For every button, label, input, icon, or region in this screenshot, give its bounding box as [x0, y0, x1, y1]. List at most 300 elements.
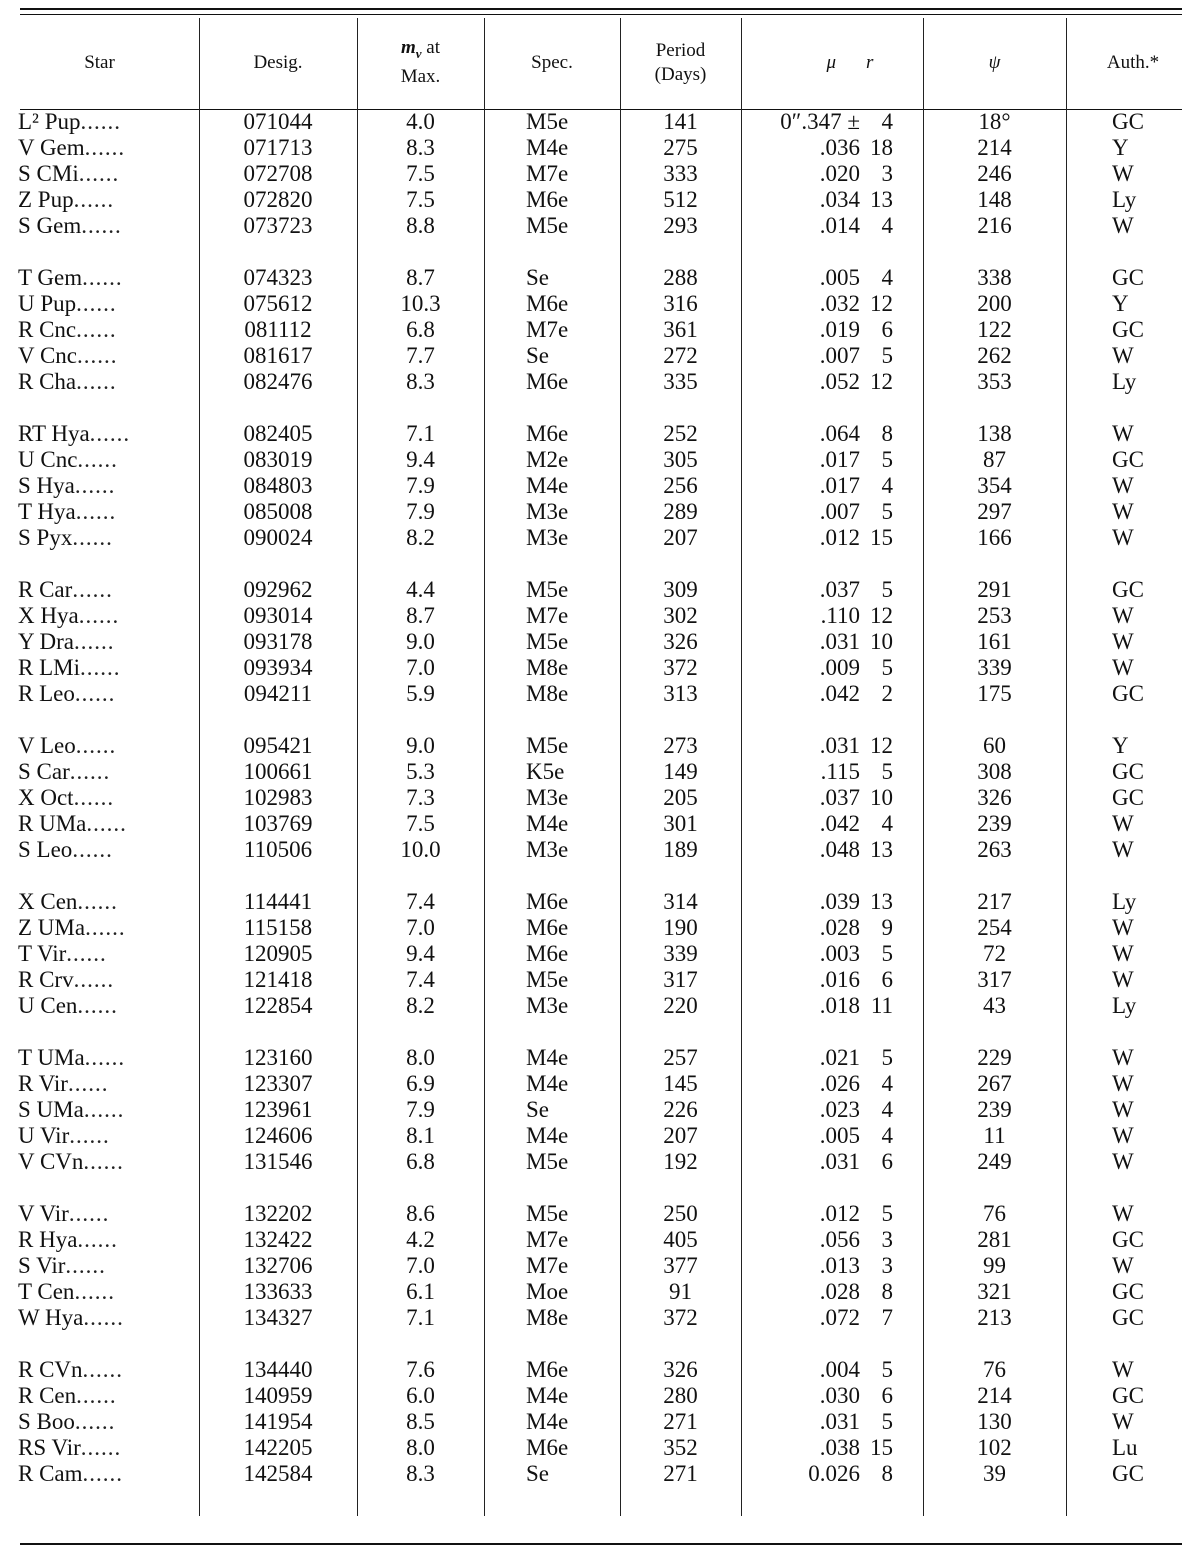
psi-value: 253: [977, 603, 1012, 628]
mu-value: .056: [819, 1227, 860, 1252]
mv-value: 7.7: [406, 343, 435, 368]
desig-cell: [199, 187, 357, 213]
leader-dots: ......: [73, 967, 115, 992]
mu-value: .028: [819, 1279, 860, 1304]
spec-cell: [484, 1383, 620, 1409]
psi-cell: [923, 1409, 1066, 1435]
period-value: 288: [663, 265, 698, 290]
period-value: 190: [663, 915, 698, 940]
period-value: 305: [663, 447, 698, 472]
leader-dots: ......: [74, 1409, 116, 1434]
auth-cell: [1066, 655, 1200, 681]
desig-value: 075612: [243, 291, 313, 316]
mu-value: .064: [819, 421, 860, 446]
psi-cell: [923, 915, 1066, 941]
period-value: 335: [663, 369, 698, 394]
star-value: R Cam: [18, 1461, 83, 1486]
mu-value: .042: [819, 681, 860, 706]
r-cell: [866, 681, 923, 707]
desig-cell: [199, 369, 357, 395]
r-cell: [866, 1279, 923, 1305]
mv-value: 8.3: [406, 135, 435, 160]
star-cell: [0, 499, 199, 525]
r-cell: [866, 421, 923, 447]
star-cell: [0, 369, 199, 395]
r-cell: [866, 967, 923, 993]
mu-value: .021: [819, 1045, 860, 1070]
group-spacer: [0, 863, 1200, 889]
r-value: 15: [870, 525, 893, 550]
period-value: 333: [663, 161, 698, 186]
mv-value: 6.1: [406, 1279, 435, 1304]
table-row: [0, 317, 1200, 343]
psi-cell: [923, 161, 1066, 187]
desig-value: 141954: [243, 1409, 313, 1434]
mu-cell: [741, 265, 866, 291]
star-value: V Cnc: [18, 343, 77, 368]
desig-cell: [199, 837, 357, 863]
auth-cell: [1066, 915, 1200, 941]
leader-dots: ......: [74, 681, 116, 706]
desig-cell: [199, 499, 357, 525]
mv-cell: [357, 1097, 484, 1123]
period-value: 377: [663, 1253, 698, 1278]
spec-cell: [484, 421, 620, 447]
star-value: R Vir: [18, 1071, 68, 1096]
leader-dots: ......: [81, 213, 122, 238]
star-value: T Vir: [18, 941, 67, 966]
leader-dots: ......: [65, 1253, 106, 1278]
leader-dots: ......: [79, 655, 121, 680]
mu-value: .031: [819, 1409, 860, 1434]
psi-cell: [923, 1149, 1066, 1175]
auth-value: W: [1112, 915, 1134, 940]
r-value: 18: [870, 135, 893, 160]
mv-value: 4.2: [406, 1227, 435, 1252]
star-cell: [0, 577, 199, 603]
psi-value: 229: [977, 1045, 1012, 1070]
mu-cell: [741, 1253, 866, 1279]
psi-value: 297: [977, 499, 1012, 524]
star-cell: [0, 915, 199, 941]
auth-value: GC: [1112, 1383, 1144, 1408]
mu-value: .023: [819, 1097, 860, 1122]
spec-cell: [484, 1409, 620, 1435]
leader-dots: ......: [77, 1227, 118, 1252]
auth-value: Ly: [1112, 993, 1137, 1018]
spec-value: M4e: [526, 473, 569, 498]
table-row: [0, 603, 1200, 629]
desig-value: 085008: [243, 499, 313, 524]
mu-cell: [741, 967, 866, 993]
period-cell: [620, 993, 741, 1019]
psi-cell: [923, 967, 1066, 993]
mu-value: .012: [819, 1201, 860, 1226]
spec-value: M5e: [526, 629, 569, 654]
desig-cell: [199, 1123, 357, 1149]
star-cell: [0, 343, 199, 369]
leader-dots: ......: [78, 603, 120, 628]
r-cell: [866, 889, 923, 915]
leader-dots: ......: [77, 889, 118, 914]
table-row: [0, 993, 1200, 1019]
auth-cell: [1066, 967, 1200, 993]
period-cell: [620, 1071, 741, 1097]
mu-value: .005: [819, 1123, 860, 1148]
period-value: 273: [663, 733, 698, 758]
auth-cell: [1066, 369, 1200, 395]
mv-value: 7.9: [406, 1097, 435, 1122]
auth-value: W: [1112, 473, 1134, 498]
desig-cell: [199, 941, 357, 967]
table-row: [0, 1201, 1200, 1227]
auth-cell: [1066, 161, 1200, 187]
mv-cell: [357, 785, 484, 811]
spec-value: M7e: [526, 603, 569, 628]
auth-cell: [1066, 681, 1200, 707]
star-value: R Crv: [18, 967, 74, 992]
star-value: V Leo: [18, 733, 76, 758]
spec-value: M7e: [526, 1227, 569, 1252]
auth-value: W: [1112, 655, 1134, 680]
spec-value: M4e: [526, 1409, 569, 1434]
leader-dots: ......: [83, 1097, 125, 1122]
period-cell: [620, 1279, 741, 1305]
desig-cell: [199, 785, 357, 811]
r-cell: [866, 655, 923, 681]
table-row: [0, 967, 1200, 993]
period-value: 372: [663, 655, 698, 680]
auth-value: GC: [1112, 785, 1144, 810]
auth-value: W: [1112, 343, 1134, 368]
period-cell: [620, 1253, 741, 1279]
psi-cell: [923, 1227, 1066, 1253]
mu-cell: [741, 811, 866, 837]
desig-cell: [199, 889, 357, 915]
psi-cell: [923, 1305, 1066, 1331]
header-star: Star: [84, 51, 115, 73]
star-value: RS Vir: [18, 1435, 81, 1460]
table-row: [0, 1461, 1200, 1487]
leader-dots: ......: [73, 629, 115, 654]
header-psi-symbol: ψ: [988, 51, 1001, 73]
psi-value: 339: [977, 655, 1012, 680]
r-value: 2: [881, 681, 893, 706]
desig-cell: [199, 1149, 357, 1175]
r-value: 5: [881, 1357, 893, 1382]
psi-cell: [923, 759, 1066, 785]
desig-cell: [199, 733, 357, 759]
header-mv: $m_v$ at Max.: [400, 36, 441, 88]
leader-dots: ......: [89, 421, 131, 446]
auth-value: GC: [1112, 1305, 1144, 1330]
desig-value: 134440: [243, 1357, 313, 1382]
table-row: [0, 161, 1200, 187]
mv-cell: [357, 1253, 484, 1279]
period-cell: [620, 1201, 741, 1227]
table-row: [0, 733, 1200, 759]
psi-cell: [923, 993, 1066, 1019]
spec-value: M4e: [526, 1383, 569, 1408]
desig-cell: [199, 1461, 357, 1487]
mv-cell: [357, 915, 484, 941]
r-value: 3: [881, 1227, 893, 1252]
auth-value: W: [1112, 967, 1134, 992]
desig-value: 072820: [243, 187, 313, 212]
auth-value: GC: [1112, 577, 1144, 602]
auth-value: GC: [1112, 1227, 1144, 1252]
auth-cell: [1066, 837, 1200, 863]
r-value: 12: [870, 603, 893, 628]
r-cell: [866, 317, 923, 343]
r-cell: [866, 1045, 923, 1071]
spec-cell: [484, 1279, 620, 1305]
period-value: 317: [663, 967, 698, 992]
auth-cell: [1066, 1123, 1200, 1149]
desig-value: 132422: [243, 1227, 313, 1252]
psi-cell: [923, 135, 1066, 161]
star-cell: [0, 1071, 199, 1097]
desig-cell: [199, 1253, 357, 1279]
star-cell: [0, 1461, 199, 1487]
mv-cell: [357, 473, 484, 499]
desig-value: 123961: [243, 1097, 313, 1122]
leader-dots: ......: [73, 187, 115, 212]
auth-cell: [1066, 213, 1200, 239]
mu-cell: [741, 1123, 866, 1149]
mu-value: .048: [819, 837, 860, 862]
star-cell: [0, 759, 199, 785]
spec-value: M3e: [526, 993, 569, 1018]
mu-value: .007: [819, 343, 860, 368]
star-value: T Gem: [18, 265, 83, 290]
table-row: [0, 577, 1200, 603]
mv-value: 9.0: [406, 629, 435, 654]
table-row: [0, 1097, 1200, 1123]
spec-value: Se: [526, 1097, 549, 1122]
mu-cell: [741, 1097, 866, 1123]
star-cell: [0, 1409, 199, 1435]
r-value: 3: [881, 161, 893, 186]
psi-cell: [923, 681, 1066, 707]
spec-value: M4e: [526, 1045, 569, 1070]
spec-value: M6e: [526, 421, 569, 446]
psi-cell: [923, 1279, 1066, 1305]
header-row: [0, 16, 1200, 109]
spec-value: K5e: [526, 759, 565, 784]
mv-value: 7.1: [406, 1305, 435, 1330]
period-cell: [620, 733, 741, 759]
table-row: [0, 941, 1200, 967]
period-value: 189: [663, 837, 698, 862]
desig-value: 095421: [243, 733, 313, 758]
mu-value: 0.026: [808, 1461, 860, 1486]
spec-value: M6e: [526, 291, 569, 316]
auth-value: W: [1112, 1357, 1134, 1382]
mu-cell: [741, 1045, 866, 1071]
period-cell: [620, 915, 741, 941]
desig-value: 142205: [243, 1435, 313, 1460]
mu-value: .009: [819, 655, 860, 680]
period-cell: [620, 1305, 741, 1331]
spec-value: M7e: [526, 161, 569, 186]
period-value: 352: [663, 1435, 698, 1460]
mv-value: 7.9: [406, 499, 435, 524]
period-value: 271: [663, 1461, 698, 1486]
star-value: V Gem: [18, 135, 85, 160]
mv-value: 8.2: [406, 525, 435, 550]
period-cell: [620, 1045, 741, 1071]
star-cell: [0, 967, 199, 993]
auth-cell: [1066, 1253, 1200, 1279]
star-value: S Pyx: [18, 525, 73, 550]
spec-cell: [484, 629, 620, 655]
mu-value: .037: [819, 785, 860, 810]
star-value: R Car: [18, 577, 73, 602]
spec-cell: [484, 811, 620, 837]
table-row: [0, 473, 1200, 499]
r-value: 5: [881, 941, 893, 966]
r-cell: [866, 343, 923, 369]
desig-value: 124606: [243, 1123, 313, 1148]
mu-cell: [741, 369, 866, 395]
leader-dots: ......: [73, 785, 115, 810]
star-cell: [0, 135, 199, 161]
auth-cell: [1066, 1149, 1200, 1175]
auth-value: W: [1112, 1071, 1134, 1096]
r-cell: [866, 1435, 923, 1461]
mv-value: 8.0: [406, 1435, 435, 1460]
table-row: [0, 1071, 1200, 1097]
mv-cell: [357, 421, 484, 447]
period-value: 207: [663, 1123, 698, 1148]
spec-cell: [484, 1201, 620, 1227]
desig-value: 081112: [244, 317, 312, 342]
r-value: 10: [870, 629, 893, 654]
psi-value: 239: [977, 811, 1012, 836]
star-value: V Vir: [18, 1201, 69, 1226]
mu-cell: [741, 525, 866, 551]
spec-cell: [484, 681, 620, 707]
mu-cell: [741, 1383, 866, 1409]
r-value: 4: [881, 811, 893, 836]
mu-value: .013: [819, 1253, 860, 1278]
period-cell: [620, 889, 741, 915]
spec-value: M5e: [526, 733, 569, 758]
psi-value: 321: [977, 1279, 1012, 1304]
period-cell: [620, 811, 741, 837]
r-value: 3: [881, 1253, 893, 1278]
period-cell: [620, 499, 741, 525]
period-cell: [620, 473, 741, 499]
r-value: 8: [881, 1461, 893, 1486]
spec-cell: [484, 291, 620, 317]
auth-cell: [1066, 1357, 1200, 1383]
table-row: [0, 655, 1200, 681]
desig-cell: [199, 291, 357, 317]
period-cell: [620, 109, 741, 135]
mv-cell: [357, 941, 484, 967]
period-value: 280: [663, 1383, 698, 1408]
period-cell: [620, 577, 741, 603]
mv-value: 8.2: [406, 993, 435, 1018]
r-value: 11: [870, 993, 893, 1018]
r-value: 5: [881, 1201, 893, 1226]
star-value: S CMi: [18, 161, 79, 186]
header-r-symbol: r: [866, 51, 874, 73]
r-value: 9: [881, 915, 893, 940]
star-value: Z UMa: [18, 915, 86, 940]
group-spacer: [0, 239, 1200, 265]
spec-cell: [484, 161, 620, 187]
mv-value: 9.4: [406, 447, 435, 472]
psi-cell: [923, 629, 1066, 655]
star-cell: [0, 109, 199, 135]
mu-value: .030: [819, 1383, 860, 1408]
mu-value: .036: [819, 135, 860, 160]
auth-value: W: [1112, 603, 1134, 628]
auth-value: W: [1112, 421, 1134, 446]
mv-value: 6.9: [406, 1071, 435, 1096]
mu-value: .072: [819, 1305, 860, 1330]
table-row: [0, 109, 1200, 135]
table-row: [0, 1253, 1200, 1279]
auth-cell: [1066, 421, 1200, 447]
table-row: [0, 681, 1200, 707]
leader-dots: ......: [68, 1201, 110, 1226]
mv-value: 7.4: [406, 889, 435, 914]
star-cell: [0, 447, 199, 473]
psi-value: 99: [983, 1253, 1006, 1278]
mv-cell: [357, 681, 484, 707]
spec-cell: [484, 785, 620, 811]
auth-cell: [1066, 1279, 1200, 1305]
spec-cell: [484, 1123, 620, 1149]
mv-value: 7.4: [406, 967, 435, 992]
star-cell: [0, 421, 199, 447]
mv-value: 4.0: [406, 109, 435, 134]
table-row: [0, 915, 1200, 941]
star-value: R UMa: [18, 811, 87, 836]
group-spacer: [0, 1331, 1200, 1357]
star-value: U Cen: [18, 993, 78, 1018]
star-cell: [0, 265, 199, 291]
star-value: S Gem: [18, 213, 82, 238]
mv-cell: [357, 1305, 484, 1331]
psi-cell: [923, 343, 1066, 369]
psi-cell: [923, 369, 1066, 395]
star-value: R Cen: [18, 1383, 77, 1408]
star-cell: [0, 655, 199, 681]
mv-cell: [357, 135, 484, 161]
table-row: [0, 811, 1200, 837]
desig-value: 094211: [243, 681, 313, 706]
psi-cell: [923, 1097, 1066, 1123]
spec-cell: [484, 135, 620, 161]
period-cell: [620, 681, 741, 707]
r-cell: [866, 993, 923, 1019]
star-cell: [0, 941, 199, 967]
r-cell: [866, 837, 923, 863]
psi-value: 130: [977, 1409, 1012, 1434]
period-value: 257: [663, 1045, 698, 1070]
star-value: R Cnc: [18, 317, 77, 342]
table-row: [0, 837, 1200, 863]
r-cell: [866, 473, 923, 499]
psi-value: 72: [983, 941, 1006, 966]
group-spacer: [0, 551, 1200, 577]
spec-cell: [484, 1461, 620, 1487]
